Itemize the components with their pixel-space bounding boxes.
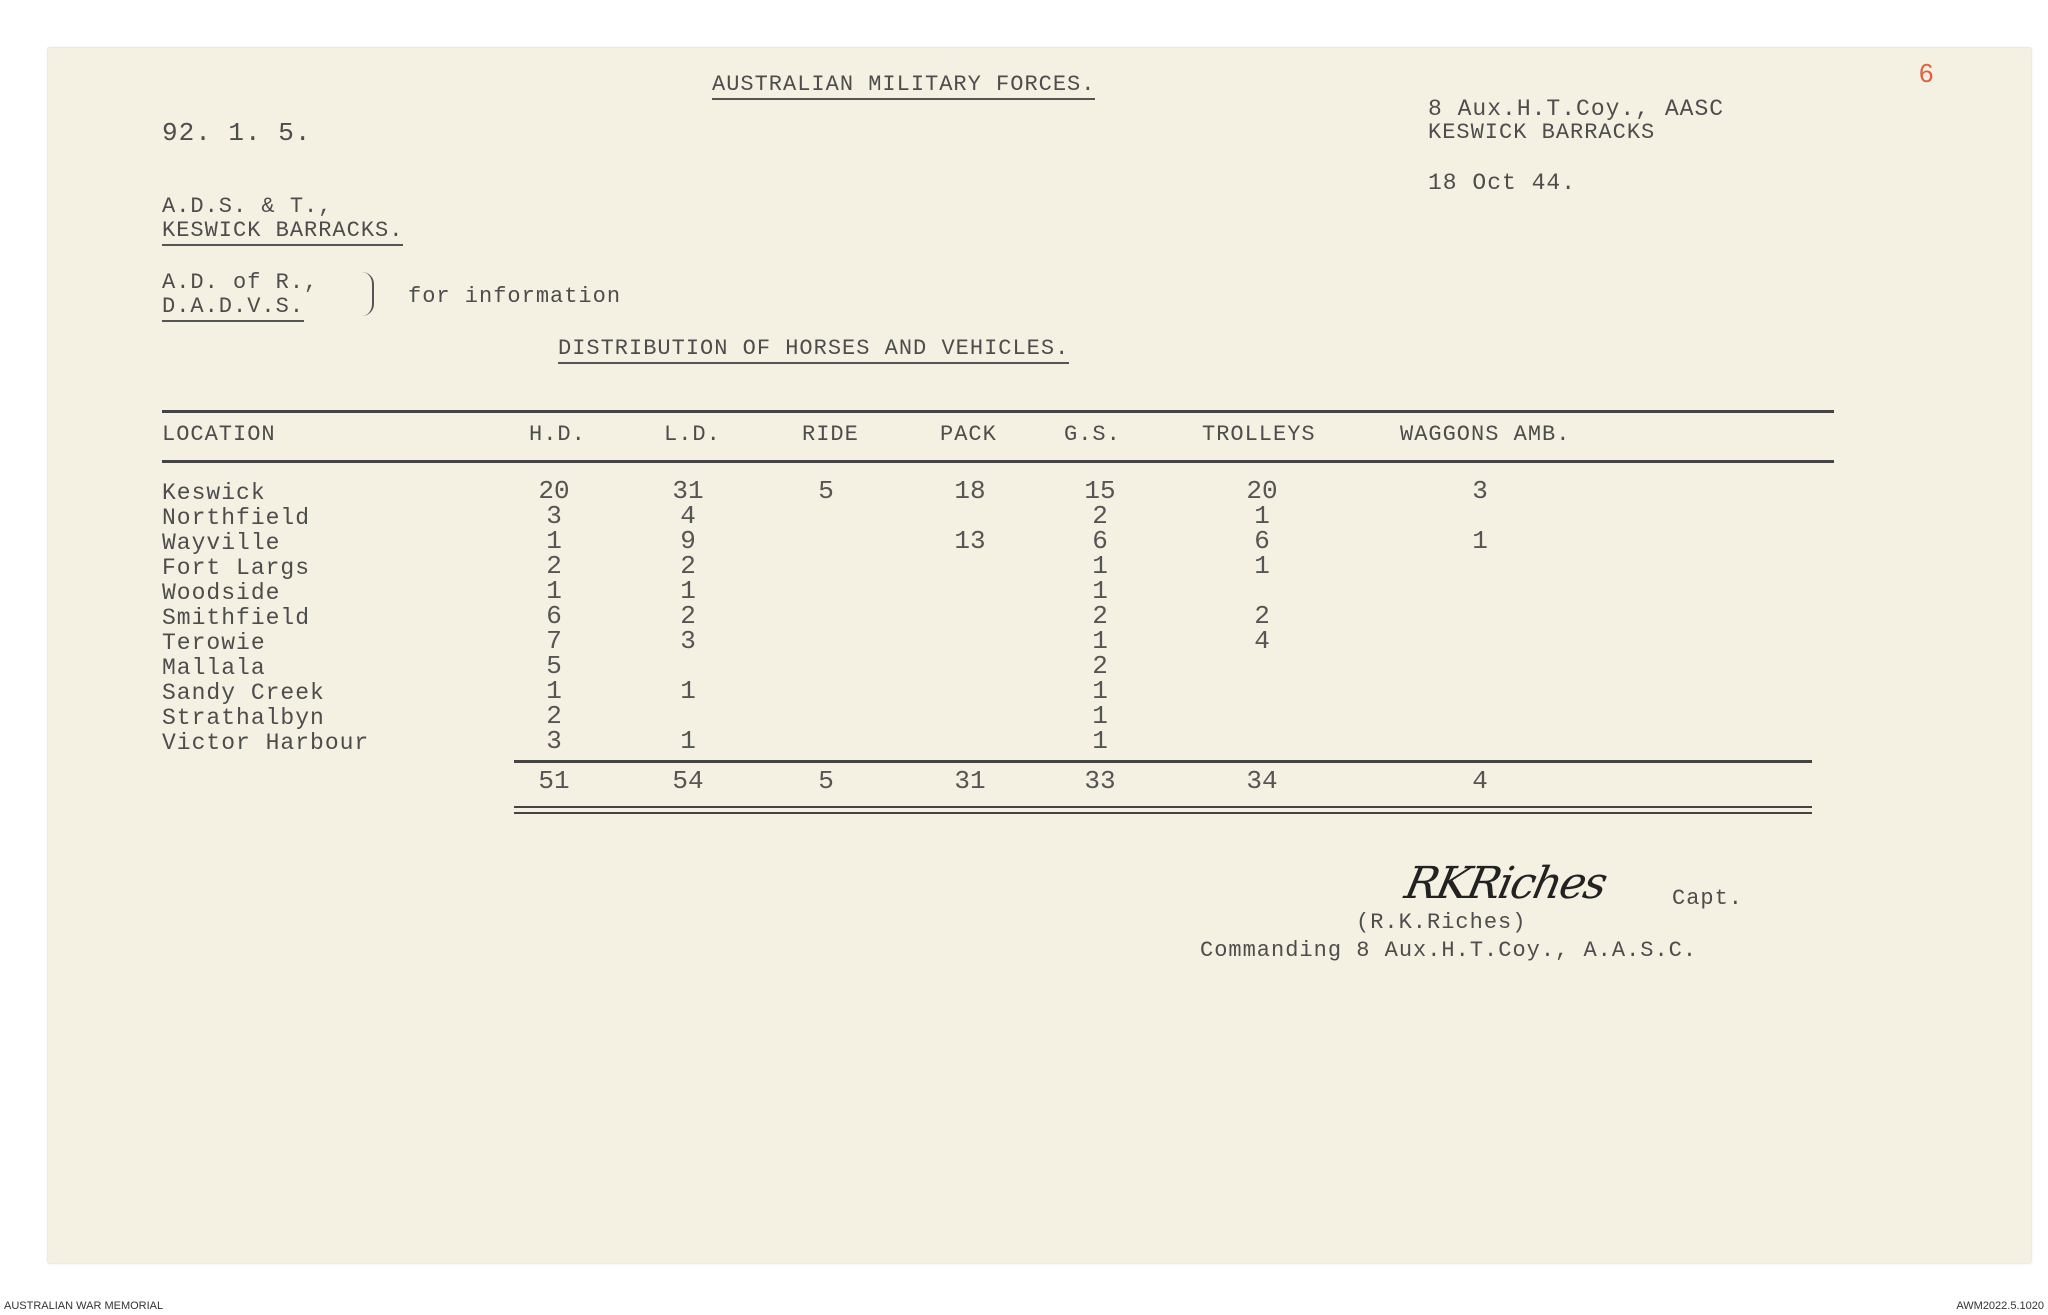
totals-top-rule — [514, 760, 1812, 763]
gs-cell: 1 — [1092, 726, 1108, 756]
corner-page-mark: 6 — [1919, 58, 1934, 88]
document-date: 18 Oct 44. — [1428, 170, 1577, 196]
total-ride: 5 — [818, 766, 834, 796]
ride-cell: 5 — [818, 476, 834, 506]
hd-cell: 7 — [546, 626, 562, 656]
table-header-row — [162, 422, 1834, 452]
hd-cell: 2 — [546, 701, 562, 731]
unit-name: 8 Aux.H.T.Coy., AASC — [1428, 96, 1725, 122]
location-cell: Woodside — [162, 580, 281, 606]
trolleys-cell: 6 — [1254, 526, 1270, 556]
totals-row — [162, 766, 1834, 802]
table-row — [162, 601, 1834, 631]
table-row — [162, 626, 1834, 656]
total-waggons: 4 — [1472, 766, 1488, 796]
location-cell: Northfield — [162, 505, 311, 531]
table-row — [162, 501, 1834, 531]
gs-cell: 2 — [1092, 601, 1108, 631]
column-header: G.S. — [1064, 422, 1121, 447]
hd-cell: 1 — [546, 576, 562, 606]
waggons-cell: 3 — [1472, 476, 1488, 506]
column-header: TROLLEYS — [1202, 422, 1316, 447]
total-ld: 54 — [672, 766, 704, 796]
gs-cell: 2 — [1092, 651, 1108, 681]
location-cell: Fort Largs — [162, 555, 311, 581]
ld-cell: 9 — [680, 526, 696, 556]
location-cell: Victor Harbour — [162, 730, 370, 756]
location-cell: Sandy Creek — [162, 680, 325, 706]
gs-cell: 2 — [1092, 501, 1108, 531]
gs-cell: 1 — [1092, 701, 1108, 731]
ld-cell: 2 — [680, 601, 696, 631]
total-pack: 31 — [954, 766, 986, 796]
ld-cell: 1 — [680, 576, 696, 606]
hd-cell: 6 — [546, 601, 562, 631]
total-trolleys: 34 — [1246, 766, 1278, 796]
archive-reference: AWM2022.5.1020 — [1956, 1300, 2044, 1312]
trolleys-cell: 4 — [1254, 626, 1270, 656]
ld-cell: 31 — [672, 476, 704, 506]
waggons-cell: 1 — [1472, 526, 1488, 556]
info-note: for information — [408, 284, 622, 309]
handwritten-signature: RKRiches — [1400, 858, 1611, 909]
column-header: H.D. — [529, 422, 586, 447]
addressee-line-2: KESWICK BARRACKS. — [162, 218, 403, 246]
table-row — [162, 576, 1834, 606]
gs-cell: 1 — [1092, 576, 1108, 606]
gs-cell: 1 — [1092, 626, 1108, 656]
pack-cell: 13 — [954, 526, 986, 556]
hd-cell: 1 — [546, 526, 562, 556]
location-cell: Strathalbyn — [162, 705, 325, 731]
bracket-mark — [362, 272, 374, 316]
table-top-rule — [162, 410, 1834, 413]
location-cell: Keswick — [162, 480, 266, 506]
location-cell: Wayville — [162, 530, 281, 556]
table-header-rule — [162, 460, 1834, 463]
column-header: WAGGONS AMB. — [1400, 422, 1571, 447]
table-row — [162, 676, 1834, 706]
gs-cell: 6 — [1092, 526, 1108, 556]
location-cell: Terowie — [162, 630, 266, 656]
gs-cell: 15 — [1084, 476, 1116, 506]
totals-double-rule-2 — [514, 812, 1812, 814]
distribution-title: DISTRIBUTION OF HORSES AND VEHICLES. — [558, 336, 1069, 364]
total-gs: 33 — [1084, 766, 1116, 796]
table-row — [162, 701, 1834, 731]
total-hd: 51 — [538, 766, 570, 796]
location-cell: Mallala — [162, 655, 266, 681]
hd-cell: 5 — [546, 651, 562, 681]
info-recipient-2: D.A.D.V.S. — [162, 294, 304, 322]
distribution-table — [162, 408, 1834, 828]
signatory-rank: Capt. — [1672, 886, 1744, 911]
trolleys-cell: 20 — [1246, 476, 1278, 506]
ld-cell: 3 — [680, 626, 696, 656]
ld-cell: 2 — [680, 551, 696, 581]
table-row — [162, 526, 1834, 556]
archive-credit: AUSTRALIAN WAR MEMORIAL — [4, 1300, 164, 1312]
signatory-role: Commanding 8 Aux.H.T.Coy., A.A.S.C. — [1200, 938, 1698, 963]
table-row — [162, 651, 1834, 681]
file-reference: 92. 1. 5. — [162, 118, 312, 148]
totals-double-rule-1 — [514, 806, 1812, 808]
addressee-line-1: A.D.S. & T., — [162, 194, 333, 219]
column-header: L.D. — [664, 422, 721, 447]
hd-cell: 20 — [538, 476, 570, 506]
column-header: LOCATION — [162, 422, 276, 447]
document-heading: AUSTRALIAN MILITARY FORCES. — [712, 72, 1095, 100]
trolleys-cell: 1 — [1254, 501, 1270, 531]
hd-cell: 3 — [546, 726, 562, 756]
ld-cell: 4 — [680, 501, 696, 531]
signatory-name: (R.K.Riches) — [1356, 910, 1527, 935]
ld-cell: 1 — [680, 726, 696, 756]
table-row — [162, 726, 1834, 756]
location-cell: Smithfield — [162, 605, 311, 631]
hd-cell: 2 — [546, 551, 562, 581]
unit-location: KESWICK BARRACKS — [1428, 120, 1656, 145]
info-recipient-1: A.D. of R., — [162, 270, 319, 295]
trolleys-cell: 2 — [1254, 601, 1270, 631]
column-header: PACK — [940, 422, 997, 447]
ld-cell: 1 — [680, 676, 696, 706]
table-row — [162, 476, 1834, 506]
pack-cell: 18 — [954, 476, 986, 506]
table-row — [162, 551, 1834, 581]
column-header: RIDE — [802, 422, 859, 447]
hd-cell: 3 — [546, 501, 562, 531]
gs-cell: 1 — [1092, 676, 1108, 706]
trolleys-cell: 1 — [1254, 551, 1270, 581]
hd-cell: 1 — [546, 676, 562, 706]
gs-cell: 1 — [1092, 551, 1108, 581]
